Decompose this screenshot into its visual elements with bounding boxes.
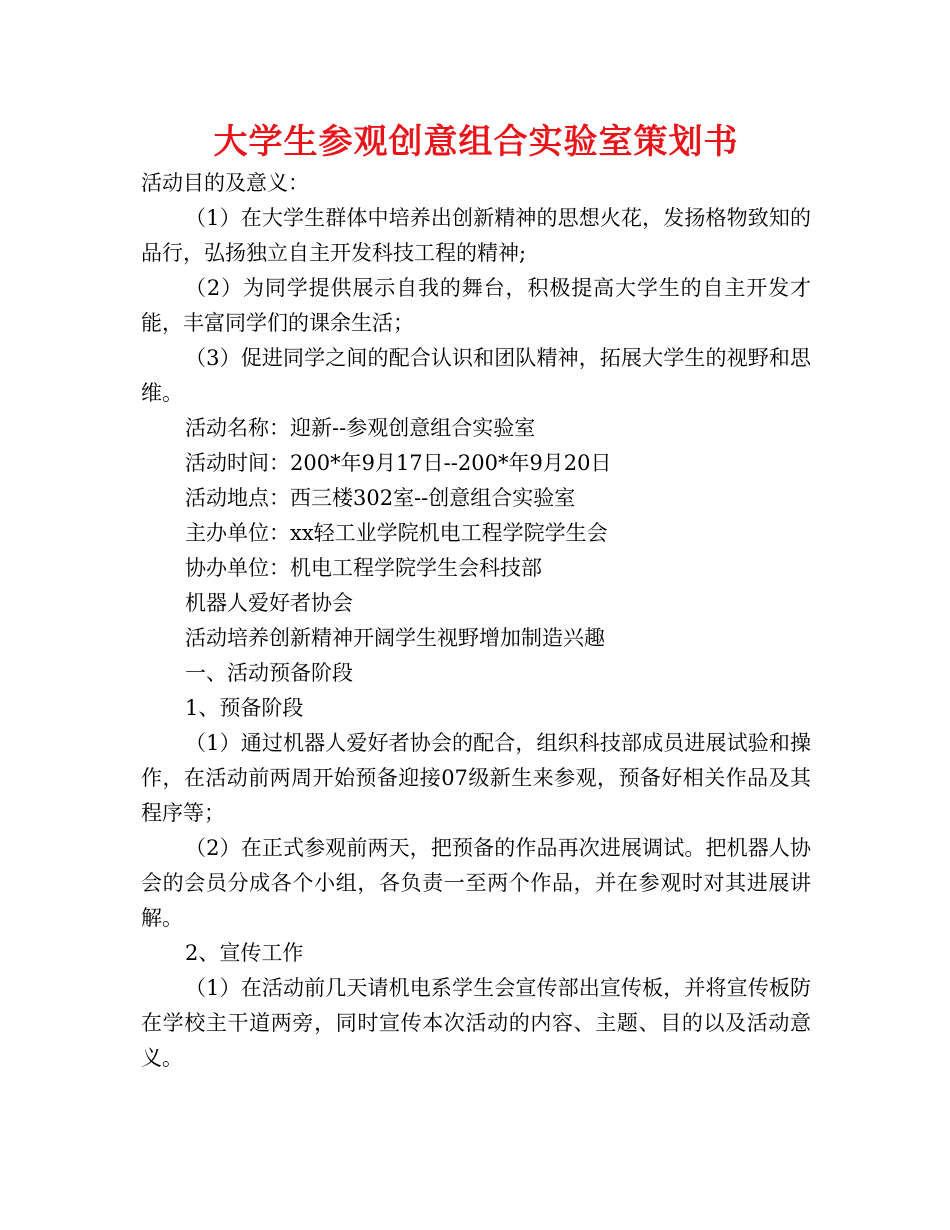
document-page (141, 118, 811, 1076)
document-body (141, 166, 811, 1076)
paragraph: （3）促进同学之间的配合认识和团队精神，拓展大学生的视野和思维。 (141, 346, 811, 405)
paragraph: 活动地点：西三楼302室--创意组合实验室 (185, 486, 576, 510)
paragraph: 活动时间：200*年9月17日--200*年9月20日 (185, 451, 612, 475)
paragraph: 2、宣传工作 (185, 941, 304, 965)
paragraph: （1）通过机器人爱好者协会的配合，组织科技部成员进展试验和操作，在活动前两周开始预备迎接07级新生来参观，预备好相关作品及其程序等； (141, 731, 811, 825)
paragraph: （1）在大学生群体中培养出创新精神的思想火花，发扬格物致知的品行，弘扬独立自主开发科技工程的精神; (141, 206, 811, 265)
paragraph: （1）在活动前几天请机电系学生会宣传部出宣传板，并将宣传板防在学校主干道两旁，同时宣传本次活动的内容、主题、目的以及活动意义。 (141, 976, 811, 1070)
paragraph: （2）在正式参观前两天，把预备的作品再次进展调试。把机器人协会的会员分成各个小组，各负责一至两个作品，并在参观时对其进展讲解。 (141, 836, 811, 930)
paragraph: （2）为同学提供展示自我的舞台，积极提高大学生的自主开发才能，丰富同学们的课余生活； (141, 276, 811, 335)
paragraph: 协办单位：机电工程学院学生会科技部 (185, 556, 542, 580)
document-title: 大学生参观创意组合实验室策划书 (213, 122, 739, 162)
paragraph: 1、预备阶段 (185, 696, 304, 720)
paragraph: 一、活动预备阶段 (185, 661, 353, 685)
paragraph: 活动培养创新精神开阔学生视野增加制造兴趣 (185, 626, 605, 650)
paragraph: 活动目的及意义： (141, 171, 309, 195)
paragraph: 主办单位：xx轻工业学院机电工程学院学生会 (185, 521, 608, 545)
paragraph: 活动名称：迎新--参观创意组合实验室 (185, 416, 536, 440)
paragraph: 机器人爱好者协会 (185, 591, 353, 615)
